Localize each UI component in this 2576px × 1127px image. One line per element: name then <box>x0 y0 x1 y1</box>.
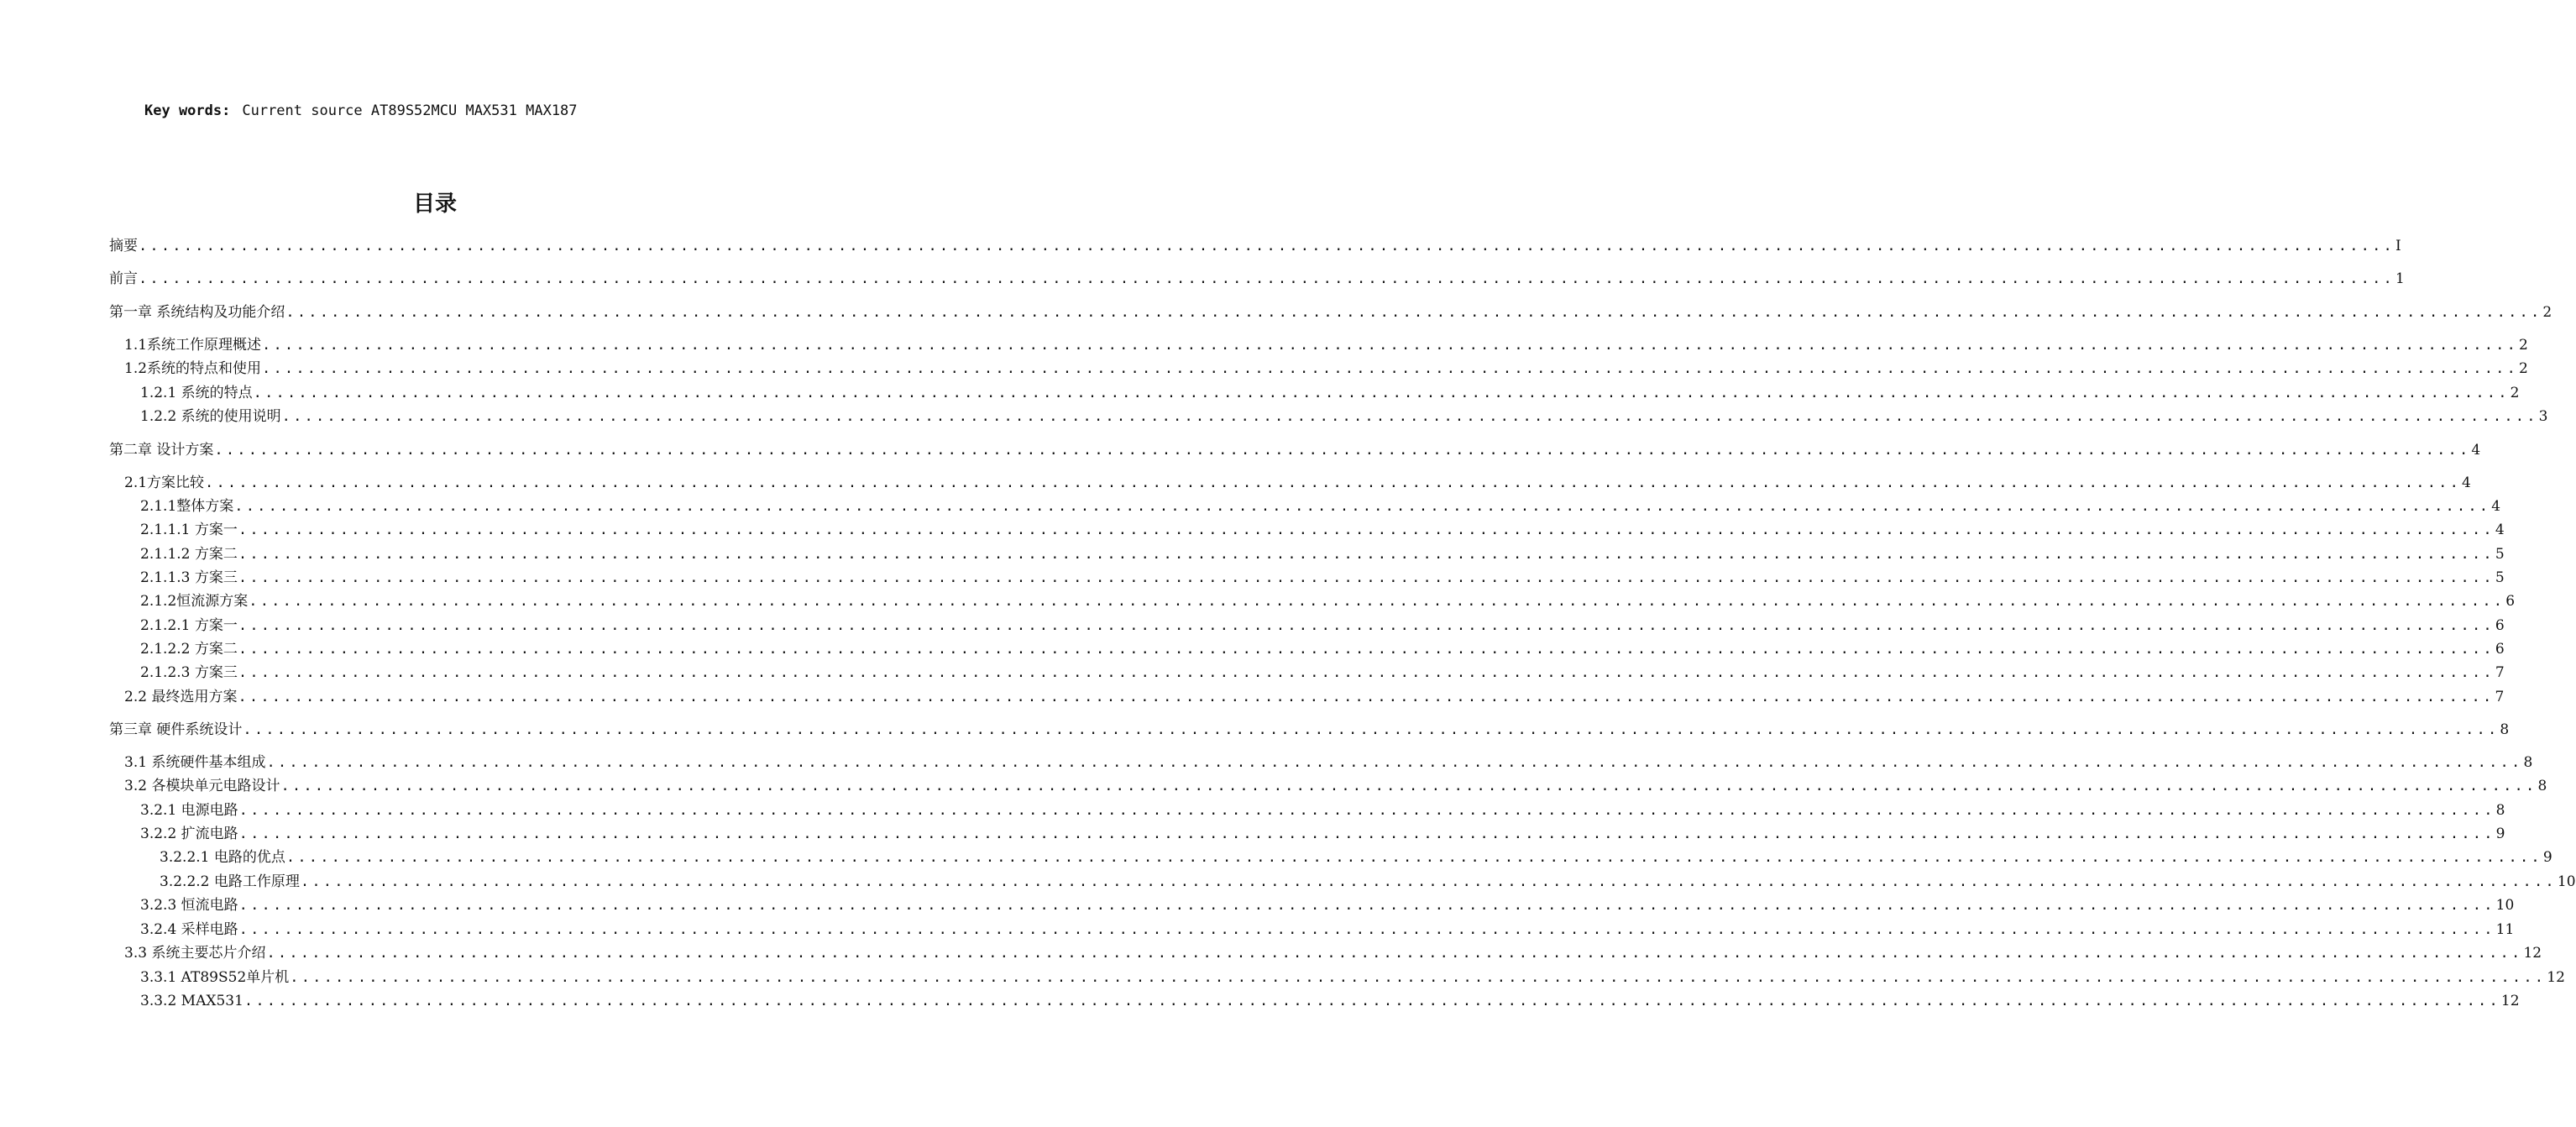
toc-leader-dots: ........................................................................................................................................................................................................ <box>253 385 2510 401</box>
toc-entry[interactable] <box>140 592 2516 611</box>
toc-entry[interactable] <box>140 407 2548 426</box>
toc-entry-label: 3.2.2 扩流电路 <box>140 826 238 842</box>
toc-leader-dots: ........................................................................................................................................................................................................ <box>290 969 2547 986</box>
toc-leader-dots: ........................................................................................................................................................................................................ <box>266 945 2523 962</box>
toc-entry-label: 2.1.1.1 方案一 <box>140 522 238 538</box>
toc-entry-page: 12 <box>2547 969 2565 986</box>
toc-entry-page: 4 <box>2471 442 2481 459</box>
toc-leader-dots: ........................................................................................................................................................................................................ <box>238 921 2495 938</box>
toc-leader-dots: ........................................................................................................................................................................................................ <box>214 442 2471 459</box>
toc-entry[interactable] <box>140 920 2515 939</box>
toc-entry-page: 2 <box>2510 385 2520 401</box>
toc-entry-page: 6 <box>2505 593 2516 610</box>
toc-entry-page: 2 <box>2519 360 2528 377</box>
toc-entry-label: 3.2 各模块单元电路设计 <box>124 778 280 794</box>
toc-entry[interactable] <box>140 992 2520 1010</box>
toc-entry-label: 1.2.2 系统的使用说明 <box>140 408 281 425</box>
toc-entry[interactable] <box>140 640 2505 658</box>
toc-leader-dots: ........................................................................................................................................................................................................ <box>238 689 2495 705</box>
toc-entry-label: 第二章 设计方案 <box>109 442 214 459</box>
toc-entry-label: 3.3.2 MAX531 <box>140 993 243 1009</box>
toc-entry[interactable] <box>124 474 2471 492</box>
toc-leader-dots: ........................................................................................................................................................................................................ <box>238 802 2495 819</box>
toc-leader-dots: ........................................................................................................................................................................................................ <box>280 778 2537 794</box>
toc-entry-page: 2 <box>2542 304 2552 321</box>
keywords-line <box>144 102 578 119</box>
toc-entry-label: 2.1.2.2 方案二 <box>140 641 238 658</box>
toc-entry-page: 9 <box>2495 826 2505 842</box>
keywords-text: Current source AT89S52MCU MAX531 MAX187 <box>242 102 578 119</box>
toc-entry-label: 3.2.1 电源电路 <box>140 802 238 819</box>
toc-entry[interactable] <box>109 270 2405 288</box>
toc-entry-page: 12 <box>2500 993 2520 1009</box>
toc-entry-page: 2 <box>2519 337 2528 354</box>
toc-entry-page: 10 <box>2495 897 2515 914</box>
toc-entry[interactable] <box>140 825 2505 843</box>
toc-leader-dots: ........................................................................................................................................................................................................ <box>262 360 2519 377</box>
toc-entry-label: 3.2.3 恒流电路 <box>140 897 238 914</box>
toc-entry[interactable] <box>124 359 2528 378</box>
toc-entry[interactable] <box>140 968 2565 987</box>
toc-entry[interactable] <box>124 944 2542 962</box>
toc-entry-page: 6 <box>2495 617 2505 634</box>
toc-entry-label: 3.2.2.2 电路工作原理 <box>160 873 300 890</box>
toc-leader-dots: ........................................................................................................................................................................................................ <box>205 474 2462 491</box>
toc-leader-dots: ........................................................................................................................................................................................................ <box>238 522 2495 538</box>
toc-entry[interactable] <box>124 336 2528 354</box>
toc-entry-label: 3.1 系统硬件基本组成 <box>124 754 266 771</box>
toc-entry[interactable] <box>109 303 2552 322</box>
toc-entry[interactable] <box>109 721 2510 739</box>
toc-entry-page: 10 <box>2557 873 2576 890</box>
toc-leader-dots: ........................................................................................................................................................................................................ <box>262 337 2519 354</box>
toc-entry-label: 第一章 系统结构及功能介绍 <box>109 304 285 321</box>
toc-leader-dots: ........................................................................................................................................................................................................ <box>238 546 2495 563</box>
toc-leader-dots: ........................................................................................................................................................................................................ <box>266 754 2523 771</box>
toc-entry-label: 第三章 硬件系统设计 <box>109 721 243 738</box>
toc-entry-label: 2.1.1整体方案 <box>140 498 234 515</box>
toc-entry-page: 4 <box>2495 522 2505 538</box>
toc-leader-dots: ........................................................................................................................................................................................................ <box>285 304 2542 321</box>
toc-entry-label: 3.3 系统主要芯片介绍 <box>124 945 266 962</box>
toc-entry-page: 5 <box>2495 546 2505 563</box>
toc-leader-dots: ........................................................................................................................................................................................................ <box>285 849 2542 866</box>
toc-entry-label: 1.2系统的特点和使用 <box>124 360 262 377</box>
toc-entry-label: 3.2.2.1 电路的优点 <box>160 849 285 866</box>
toc-entry-page: 7 <box>2495 664 2505 681</box>
toc-entry-label: 2.1.2恒流源方案 <box>140 593 249 610</box>
toc-entry[interactable] <box>140 521 2505 539</box>
toc-entry-page: I <box>2395 238 2401 254</box>
toc-leader-dots: ........................................................................................................................................................................................................ <box>238 617 2495 634</box>
toc-entry-label: 摘要 <box>109 238 138 254</box>
toc-leader-dots: ........................................................................................................................................................................................................ <box>139 238 2395 254</box>
toc-entry-page: 4 <box>2491 498 2501 515</box>
toc-entry-page: 8 <box>2500 721 2510 738</box>
toc-entry-label: 2.1.2.1 方案一 <box>140 617 238 634</box>
toc-entry-label: 1.1系统工作原理概述 <box>124 337 262 354</box>
toc-entry[interactable] <box>140 896 2515 915</box>
toc-entry-page: 9 <box>2542 849 2552 866</box>
toc-leader-dots: ........................................................................................................................................................................................................ <box>249 593 2505 610</box>
toc-leader-dots: ........................................................................................................................................................................................................ <box>234 498 2491 515</box>
toc-entry[interactable] <box>140 801 2505 820</box>
toc-entry-page: 12 <box>2523 945 2542 962</box>
toc-leader-dots: ........................................................................................................................................................................................................ <box>238 826 2495 842</box>
toc-entry-page: 11 <box>2495 921 2515 938</box>
toc-entry-page: 8 <box>2495 802 2505 819</box>
toc-entry-label: 3.3.1 AT89S52单片机 <box>140 969 290 986</box>
toc-entry-label: 2.1.1.2 方案二 <box>140 546 238 563</box>
toc-entry[interactable] <box>140 616 2505 635</box>
toc-leader-dots: ........................................................................................................................................................................................................ <box>243 993 2500 1009</box>
toc-entry[interactable] <box>140 569 2505 587</box>
toc-leader-dots: ........................................................................................................................................................................................................ <box>281 408 2538 425</box>
toc-entry-page: 6 <box>2495 641 2505 658</box>
toc-entry-page: 5 <box>2495 569 2505 586</box>
toc-entry[interactable] <box>124 753 2533 772</box>
toc-leader-dots: ........................................................................................................................................................................................................ <box>238 897 2495 914</box>
toc-leader-dots: ........................................................................................................................................................................................................ <box>139 270 2395 287</box>
toc-leader-dots: ........................................................................................................................................................................................................ <box>238 664 2495 681</box>
toc-entry[interactable] <box>109 237 2401 255</box>
toc-entry[interactable] <box>124 777 2547 795</box>
toc-entry[interactable] <box>160 873 2576 891</box>
toc-entry[interactable] <box>124 688 2505 706</box>
toc-entry-label: 2.1.2.3 方案三 <box>140 664 238 681</box>
toc-entry-label: 3.2.4 采样电路 <box>140 921 238 938</box>
toc-entry-page: 1 <box>2395 270 2405 287</box>
toc-entry-page: 8 <box>2523 754 2533 771</box>
toc-leader-dots: ........................................................................................................................................................................................................ <box>238 569 2495 586</box>
toc-entry-page: 8 <box>2537 778 2547 794</box>
toc-entry-page: 4 <box>2462 474 2471 491</box>
toc-entry-label: 2.2 最终选用方案 <box>124 689 238 705</box>
toc-entry[interactable] <box>140 497 2501 516</box>
toc-entry-page: 3 <box>2538 408 2548 425</box>
toc-leader-dots: ........................................................................................................................................................................................................ <box>243 721 2500 738</box>
toc-entry[interactable] <box>160 848 2552 867</box>
toc-entry[interactable] <box>140 384 2520 402</box>
toc-entry-label: 前言 <box>109 270 138 287</box>
toc-leader-dots: ........................................................................................................................................................................................................ <box>300 873 2557 890</box>
toc-leader-dots: ........................................................................................................................................................................................................ <box>238 641 2495 658</box>
toc-entry[interactable] <box>140 545 2505 564</box>
toc-entry-label: 2.1.1.3 方案三 <box>140 569 238 586</box>
toc-entry[interactable] <box>140 663 2505 682</box>
toc-entry-label: 1.2.1 系统的特点 <box>140 385 253 401</box>
keywords-label: Key words: <box>144 102 231 119</box>
toc-entry-label: 2.1方案比较 <box>124 474 205 491</box>
toc-title: 目录 <box>412 191 457 217</box>
toc-entry-page: 7 <box>2495 689 2505 705</box>
toc-entry[interactable] <box>109 441 2481 459</box>
